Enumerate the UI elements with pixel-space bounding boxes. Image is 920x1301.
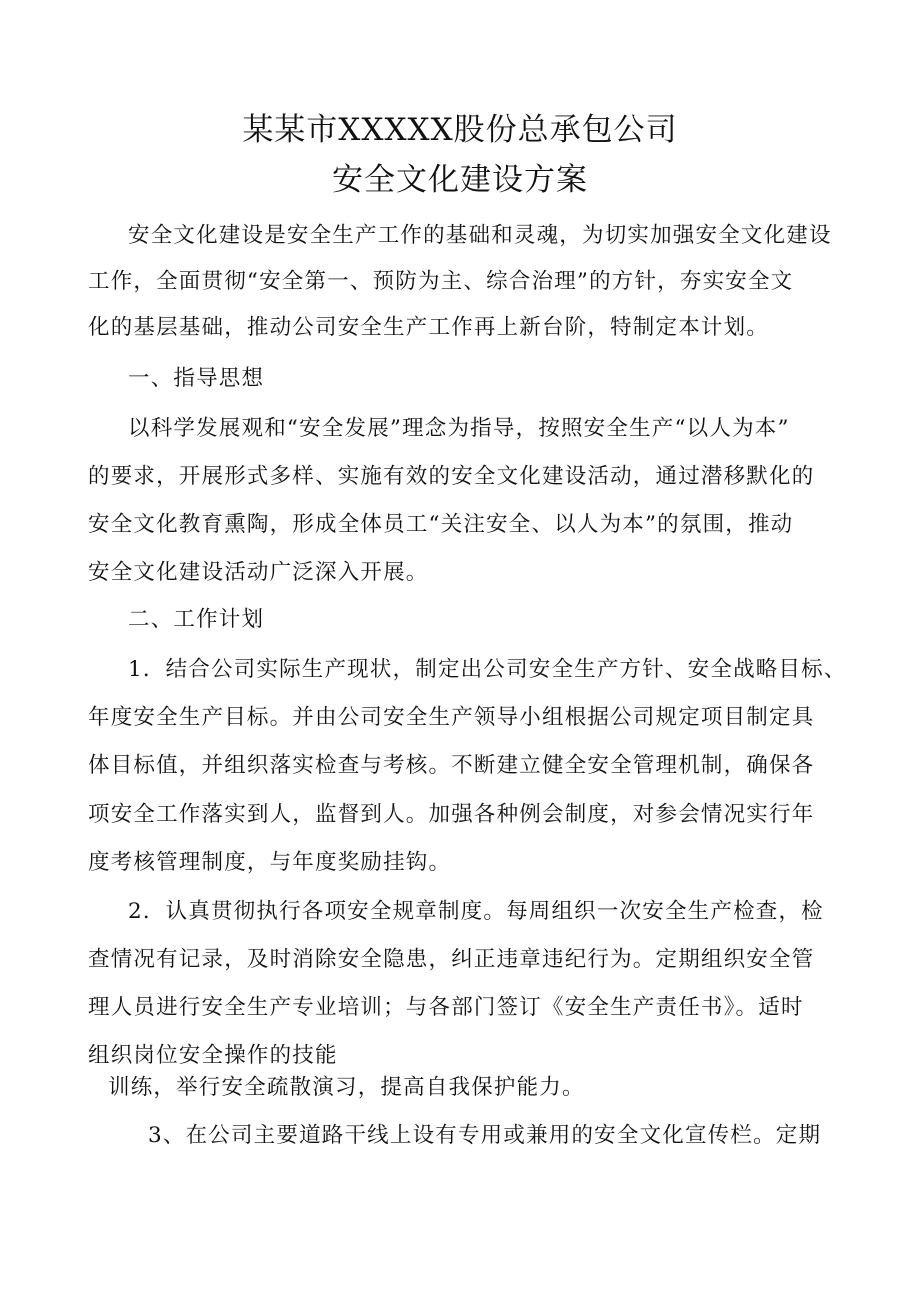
item2-line: 训练，举行安全疏散演习，提高自我保护能力。 (108, 1075, 585, 1100)
item2-line: 2．认真贯彻执行各项安全规章制度。每周组织一次安全生产检查，检 (128, 899, 824, 924)
item1-line: 度考核管理制度，与年度奖励挂钩。 (88, 850, 452, 875)
intro-line: 安全文化建设是安全生产工作的基础和灵魂，为切实加强安全文化建设 (128, 223, 832, 248)
item1-line: 1．结合公司实际生产现状，制定出公司安全生产方针、安全战略目标、 (128, 657, 847, 682)
section1-line: 安全文化教育熏陶，形成全体员工“关注安全、以人为本”的氛围，推动 (88, 512, 794, 537)
section1-line: 以科学发展观和“安全发展”理念为指导，按照安全生产“以人为本” (128, 416, 790, 441)
intro-line: 工作，全面贯彻“安全第一、预防为主、综合治理”的方针，夯实安全文 (88, 269, 794, 294)
item1-line: 年度安全生产目标。并由公司安全生产领导小组根据公司规定项目制定具 (88, 705, 815, 730)
item1-line: 项安全工作落实到人，监督到人。加强各种例会制度，对参会情况实行年 (88, 802, 815, 827)
item1-line: 体目标值，并组织落实检查与考核。不断建立健全安全管理机制，确保各 (88, 753, 815, 778)
item2-line: 理人员进行安全生产专业培训；与各部门签订《安全生产责任书》。适时 (88, 995, 804, 1020)
item2-line: 组织岗位安全操作的技能 (88, 1043, 338, 1068)
document-title-line-2: 安全文化建设方案 (332, 162, 588, 198)
intro-line: 化的基层基础，推动公司安全生产工作再上新台阶，特制定本计划。 (88, 315, 770, 340)
section-heading-guiding-ideology: 一、指导思想 (128, 366, 265, 391)
item3-line: 3、在公司主要道路干线上设有专用或兼用的安全文化宣传栏。定期 (148, 1123, 822, 1148)
item2-line: 查情况有记录，及时消除安全隐患，纠正违章违纪行为。定期组织安全管 (88, 947, 815, 972)
section1-line: 安全文化建设活动广泛深入开展。 (88, 560, 429, 585)
document-title-line-1: 某某市XXXXX股份总承包公司 (242, 112, 678, 148)
section-heading-work-plan: 二、工作计划 (128, 607, 265, 632)
section1-line: 的要求，开展形式多样、实施有效的安全文化建设活动，通过潜移默化的 (88, 464, 815, 489)
